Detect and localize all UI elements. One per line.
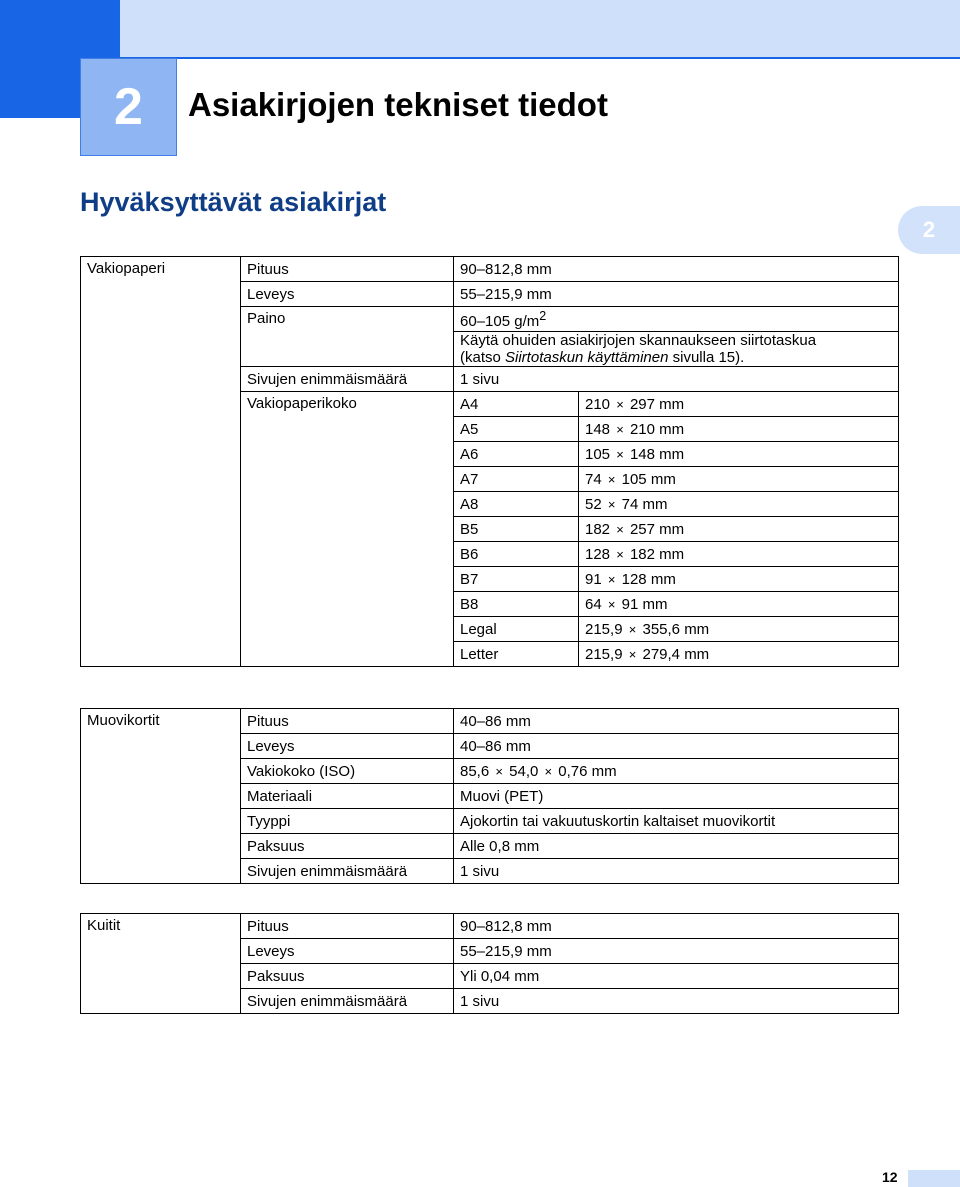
- row-label: Sivujen enimmäismäärä: [241, 859, 454, 884]
- table-row: [81, 709, 899, 734]
- row-value: 1 sivu: [454, 367, 899, 392]
- row-label: Pituus: [241, 709, 454, 734]
- size-name: A5: [454, 417, 579, 442]
- category-label: Kuitit: [81, 914, 241, 1014]
- note-suffix: sivulla 15).: [668, 349, 745, 366]
- section-title: Hyväksyttävät asiakirjat: [80, 187, 387, 217]
- size-dimensions: 105 × 148 mm: [579, 442, 899, 467]
- row-label: Pituus: [241, 914, 454, 939]
- size-name: Legal: [454, 617, 579, 642]
- spec-table-receipts: [80, 913, 899, 1014]
- weight-exponent: 2: [539, 309, 547, 323]
- header-band: [120, 0, 960, 58]
- footer-accent-bar: [908, 1170, 960, 1187]
- size-name: B7: [454, 567, 579, 592]
- size-name: A6: [454, 442, 579, 467]
- note-prefix: (katso: [460, 349, 506, 366]
- category-label: Muovikortit: [81, 709, 241, 884]
- size-name: A8: [454, 492, 579, 517]
- size-dimensions: 91 × 128 mm: [579, 567, 899, 592]
- row-label: Leveys: [241, 939, 454, 964]
- row-value: 55–215,9 mm: [454, 939, 899, 964]
- note-line1: Käytä ohuiden asiakirjojen skannaukseen siirtotaskua: [460, 332, 817, 349]
- chapter-title: Asiakirjojen tekniset tiedot: [188, 86, 608, 123]
- row-label: Materiaali: [241, 784, 454, 809]
- row-value: 55–215,9 mm: [454, 282, 899, 307]
- row-value: 1 sivu: [454, 989, 899, 1014]
- chapter-number: 2: [80, 58, 177, 156]
- row-label: Vakiokoko (ISO): [241, 759, 454, 784]
- row-label: Vakiopaperikoko: [241, 392, 454, 667]
- row-label: Sivujen enimmäismäärä: [241, 989, 454, 1014]
- row-value: 90–812,8 mm: [454, 914, 899, 939]
- table-row: [81, 914, 899, 939]
- row-label: Paksuus: [241, 834, 454, 859]
- size-name: B8: [454, 592, 579, 617]
- row-value: 85,6 × 54,0 × 0,76 mm: [454, 759, 899, 784]
- size-name: B6: [454, 542, 579, 567]
- row-label: Pituus: [241, 257, 454, 282]
- row-value: Ajokortin tai vakuutuskortin kaltaiset muovikortit: [454, 809, 899, 834]
- row-value: 40–86 mm: [454, 709, 899, 734]
- row-value: 90–812,8 mm: [454, 257, 899, 282]
- size-dimensions: 64 × 91 mm: [579, 592, 899, 617]
- size-dimensions: 148 × 210 mm: [579, 417, 899, 442]
- category-label: Vakiopaperi: [81, 257, 241, 667]
- row-label: Tyyppi: [241, 809, 454, 834]
- size-dimensions: 74 × 105 mm: [579, 467, 899, 492]
- table-row: [81, 257, 899, 282]
- size-dimensions: 182 × 257 mm: [579, 517, 899, 542]
- size-dimensions: 128 × 182 mm: [579, 542, 899, 567]
- size-name: A4: [454, 392, 579, 417]
- spec-table-plastic-cards: [80, 708, 899, 884]
- size-dimensions: 210 × 297 mm: [579, 392, 899, 417]
- row-value: Alle 0,8 mm: [454, 834, 899, 859]
- spec-table-standard-paper: [80, 256, 899, 667]
- note-cell: [454, 332, 899, 367]
- header-rule: [120, 57, 960, 59]
- note-reference: Siirtotaskun käyttäminen: [505, 349, 669, 366]
- row-label: Paksuus: [241, 964, 454, 989]
- size-name: A7: [454, 467, 579, 492]
- row-value: Yli 0,04 mm: [454, 964, 899, 989]
- row-value: [454, 307, 899, 332]
- row-value: 40–86 mm: [454, 734, 899, 759]
- page-number: 12: [882, 1169, 898, 1185]
- row-label: Leveys: [241, 734, 454, 759]
- weight-value: 60–105 g/m: [460, 313, 540, 330]
- row-label: Paino: [241, 307, 454, 367]
- row-label: Sivujen enimmäismäärä: [241, 367, 454, 392]
- row-label: Leveys: [241, 282, 454, 307]
- size-name: B5: [454, 517, 579, 542]
- row-value: Muovi (PET): [454, 784, 899, 809]
- size-dimensions: 215,9 × 279,4 mm: [579, 642, 899, 667]
- size-dimensions: 215,9 × 355,6 mm: [579, 617, 899, 642]
- row-value: 1 sivu: [454, 859, 899, 884]
- size-name: Letter: [454, 642, 579, 667]
- size-dimensions: 52 × 74 mm: [579, 492, 899, 517]
- chapter-side-tab: 2: [898, 206, 960, 254]
